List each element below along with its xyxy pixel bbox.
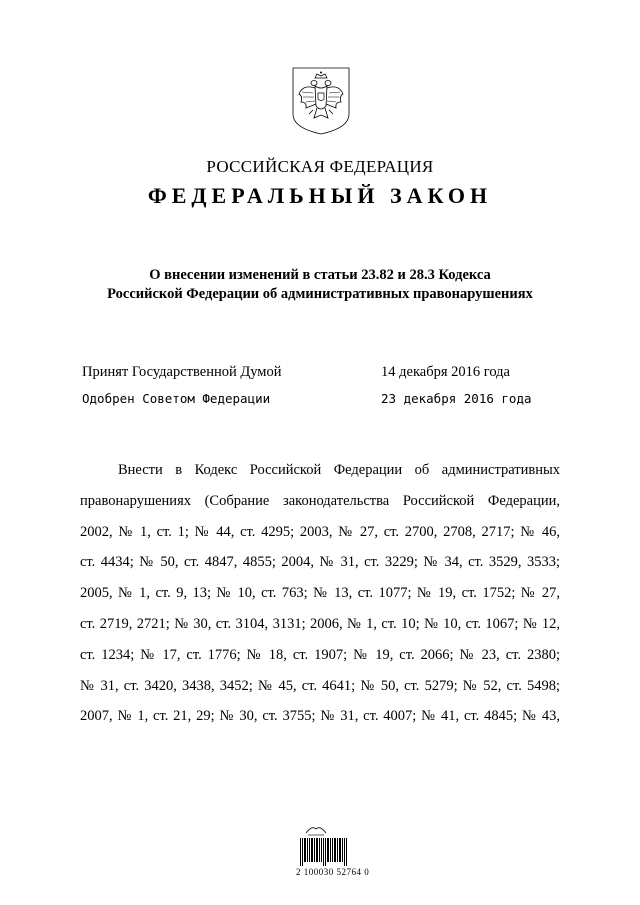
body-line: 2007, № 1, ст. 21, 29; № 30, ст. 3755; № 31, ст. 4007; № 41, ст. 4845; № 43, bbox=[80, 708, 560, 725]
document-type-heading: ФЕДЕРАЛЬНЫЙ ЗАКОН bbox=[147, 183, 493, 208]
coat-of-arms-icon bbox=[291, 66, 351, 136]
barcode-icon bbox=[300, 838, 348, 866]
council-date: 23 декабря 2016 года bbox=[381, 391, 532, 406]
body-line: 2005, № 1, ст. 9, 13; № 10, ст. 763; № 13, ст. 1077; № 19, ст. 1752; № 27, bbox=[80, 585, 560, 602]
body-line: ст. 2719, 2721; № 30, ст. 3104, 3131; 2006, № 1, ст. 10; № 10, ст. 1067; № 12, bbox=[80, 615, 560, 632]
body-line: ст. 4434; № 50, ст. 4847, 4855; 2004, № 31, ст. 3229; № 34, ст. 3529, 3533; bbox=[80, 554, 560, 571]
body-line: 2002, № 1, ст. 1; № 44, ст. 4295; 2003, № 27, ст. 2700, 2708, 2717; № 46, bbox=[80, 523, 560, 540]
duma-date: 14 декабря 2016 года bbox=[381, 364, 510, 380]
adoption-duma-row bbox=[82, 364, 562, 384]
law-title-line: Российской Федерации об административных правонарушениях bbox=[107, 286, 533, 302]
barcode-number: 2 100030 52764 0 bbox=[296, 867, 370, 877]
law-body-text bbox=[80, 455, 560, 732]
body-line: правонарушениях (Собрание законодательства Российской Федерации, bbox=[80, 492, 560, 509]
country-heading: РОССИЙСКАЯ ФЕДЕРАЦИЯ bbox=[206, 157, 434, 176]
law-title bbox=[0, 266, 640, 304]
publisher-logo-icon bbox=[304, 823, 328, 837]
adoption-council-row bbox=[82, 391, 562, 411]
council-label: Одобрен Советом Федерации bbox=[82, 391, 271, 406]
body-line: Внести в Кодекс Российской Федерации об административных bbox=[118, 462, 560, 478]
duma-label: Принят Государственной Думой bbox=[82, 364, 282, 380]
body-line: № 31, ст. 3420, 3438, 3452; № 45, ст. 4641; № 50, ст. 5279; № 52, ст. 5498; bbox=[80, 677, 560, 694]
body-line: ст. 1234; № 17, ст. 1776; № 18, ст. 1907; № 19, ст. 2066; № 23, ст. 2380; bbox=[80, 646, 560, 663]
law-title-line: О внесении изменений в статьи 23.82 и 28.3 Кодекса bbox=[149, 267, 491, 283]
